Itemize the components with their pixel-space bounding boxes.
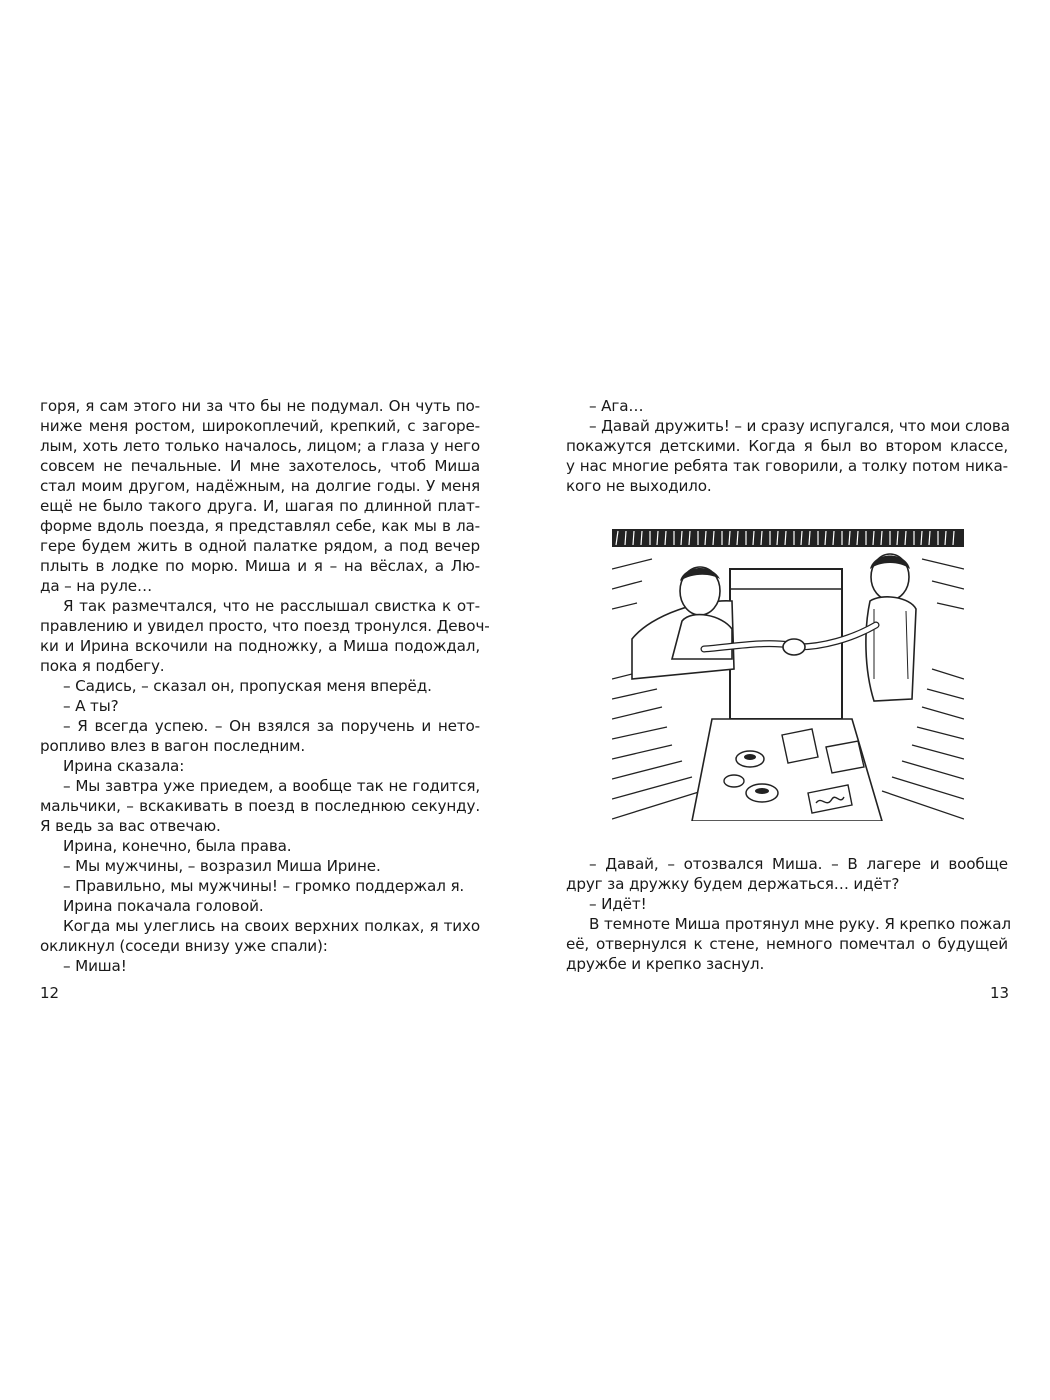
text-line: ки и Ирина вскочили на подножку, а Миша подождал, xyxy=(40,637,480,655)
handshake-illustration xyxy=(612,529,964,821)
right-page-text-top xyxy=(566,396,1008,496)
text-line: горя, я сам этого ни за что бы не подумал. Он чуть по- xyxy=(40,397,480,415)
left-page-text xyxy=(40,396,490,976)
text-line: плыть в лодке по морю. Миша и я – на вёслах, а Лю- xyxy=(40,557,480,575)
text-line: друг за дружку будем держаться… идёт? xyxy=(566,875,900,893)
text-line: Я так размечтался, что не расслышал свистка к от- xyxy=(63,597,480,615)
text-line: Ирина покачала головой. xyxy=(63,897,264,915)
page-number-left: 12 xyxy=(40,984,60,1002)
text-line: ропливо влез в вагон последним. xyxy=(40,737,306,755)
text-line: – Мы мужчины, – возразил Миша Ирине. xyxy=(63,857,381,875)
text-line: – Я всегда успею. – Он взялся за поручень и нето- xyxy=(63,717,480,735)
text-line: кого не выходило. xyxy=(566,477,712,495)
left-page xyxy=(40,396,490,976)
text-line: лым, хоть лето только началось, лицом; а глаза у него xyxy=(40,437,480,455)
text-line: мальчики, – вскакивать в поезд в последнюю секунду. xyxy=(40,797,480,815)
text-line: – Миша! xyxy=(63,957,127,975)
text-line: да – на руле… xyxy=(40,577,153,595)
text-line: ещё не было такого друга. И, шагая по длинной плат- xyxy=(40,497,480,515)
text-line: пока я подбегу. xyxy=(40,657,165,675)
text-line: Когда мы улеглись на своих верхних полках, я тихо xyxy=(63,917,480,935)
text-line: у нас многие ребята так говорили, а толку потом ника- xyxy=(566,457,1008,475)
text-line: покажутся детскими. Когда я был во втором классе, xyxy=(566,437,1008,455)
text-line: правлению и увидел просто, что поезд тронулся. Девоч- xyxy=(40,617,490,635)
right-page xyxy=(566,396,1011,974)
text-line: стал моим другом, надёжным, на долгие годы. У меня xyxy=(40,477,480,495)
text-line: её, отвернулся к стене, немного помечтал о будущей xyxy=(566,935,1008,953)
text-line: гере будем жить в одной палатке рядом, а под вечер xyxy=(40,537,480,555)
text-line: – А ты? xyxy=(63,697,119,715)
text-line: Я ведь за вас отвечаю. xyxy=(40,817,221,835)
text-line: – Давай, – отозвался Миша. – В лагере и вообще xyxy=(589,855,1008,873)
text-line: – Садись, – сказал он, пропуская меня вперёд. xyxy=(63,677,432,695)
text-line: совсем не печальные. И мне захотелось, чтоб Миша xyxy=(40,457,480,475)
text-line: – Давай дружить! – и сразу испугался, что мои слова xyxy=(589,417,1010,435)
text-line: В темноте Миша протянул мне руку. Я крепко пожал xyxy=(589,915,1011,933)
page-number-right: 13 xyxy=(990,984,1010,1002)
text-line: окликнул (соседи внизу уже спали): xyxy=(40,937,328,955)
text-line: Ирина сказала: xyxy=(63,757,185,775)
text-line: – Правильно, мы мужчины! – громко поддержал я. xyxy=(63,877,465,895)
text-line: дружбе и крепко заснул. xyxy=(566,955,765,973)
text-line: – Мы завтра уже приедем, а вообще так не годится, xyxy=(63,777,480,795)
text-line: – Идёт! xyxy=(589,895,647,913)
text-line: Ирина, конечно, была права. xyxy=(63,837,292,855)
text-line: – Ага… xyxy=(589,397,644,415)
right-page-text-bottom xyxy=(566,854,1011,974)
text-line: ниже меня ростом, широкоплечий, крепкий, с загоре- xyxy=(40,417,480,435)
text-line: форме вдоль поезда, я представлял себе, как мы в ла- xyxy=(40,517,480,535)
